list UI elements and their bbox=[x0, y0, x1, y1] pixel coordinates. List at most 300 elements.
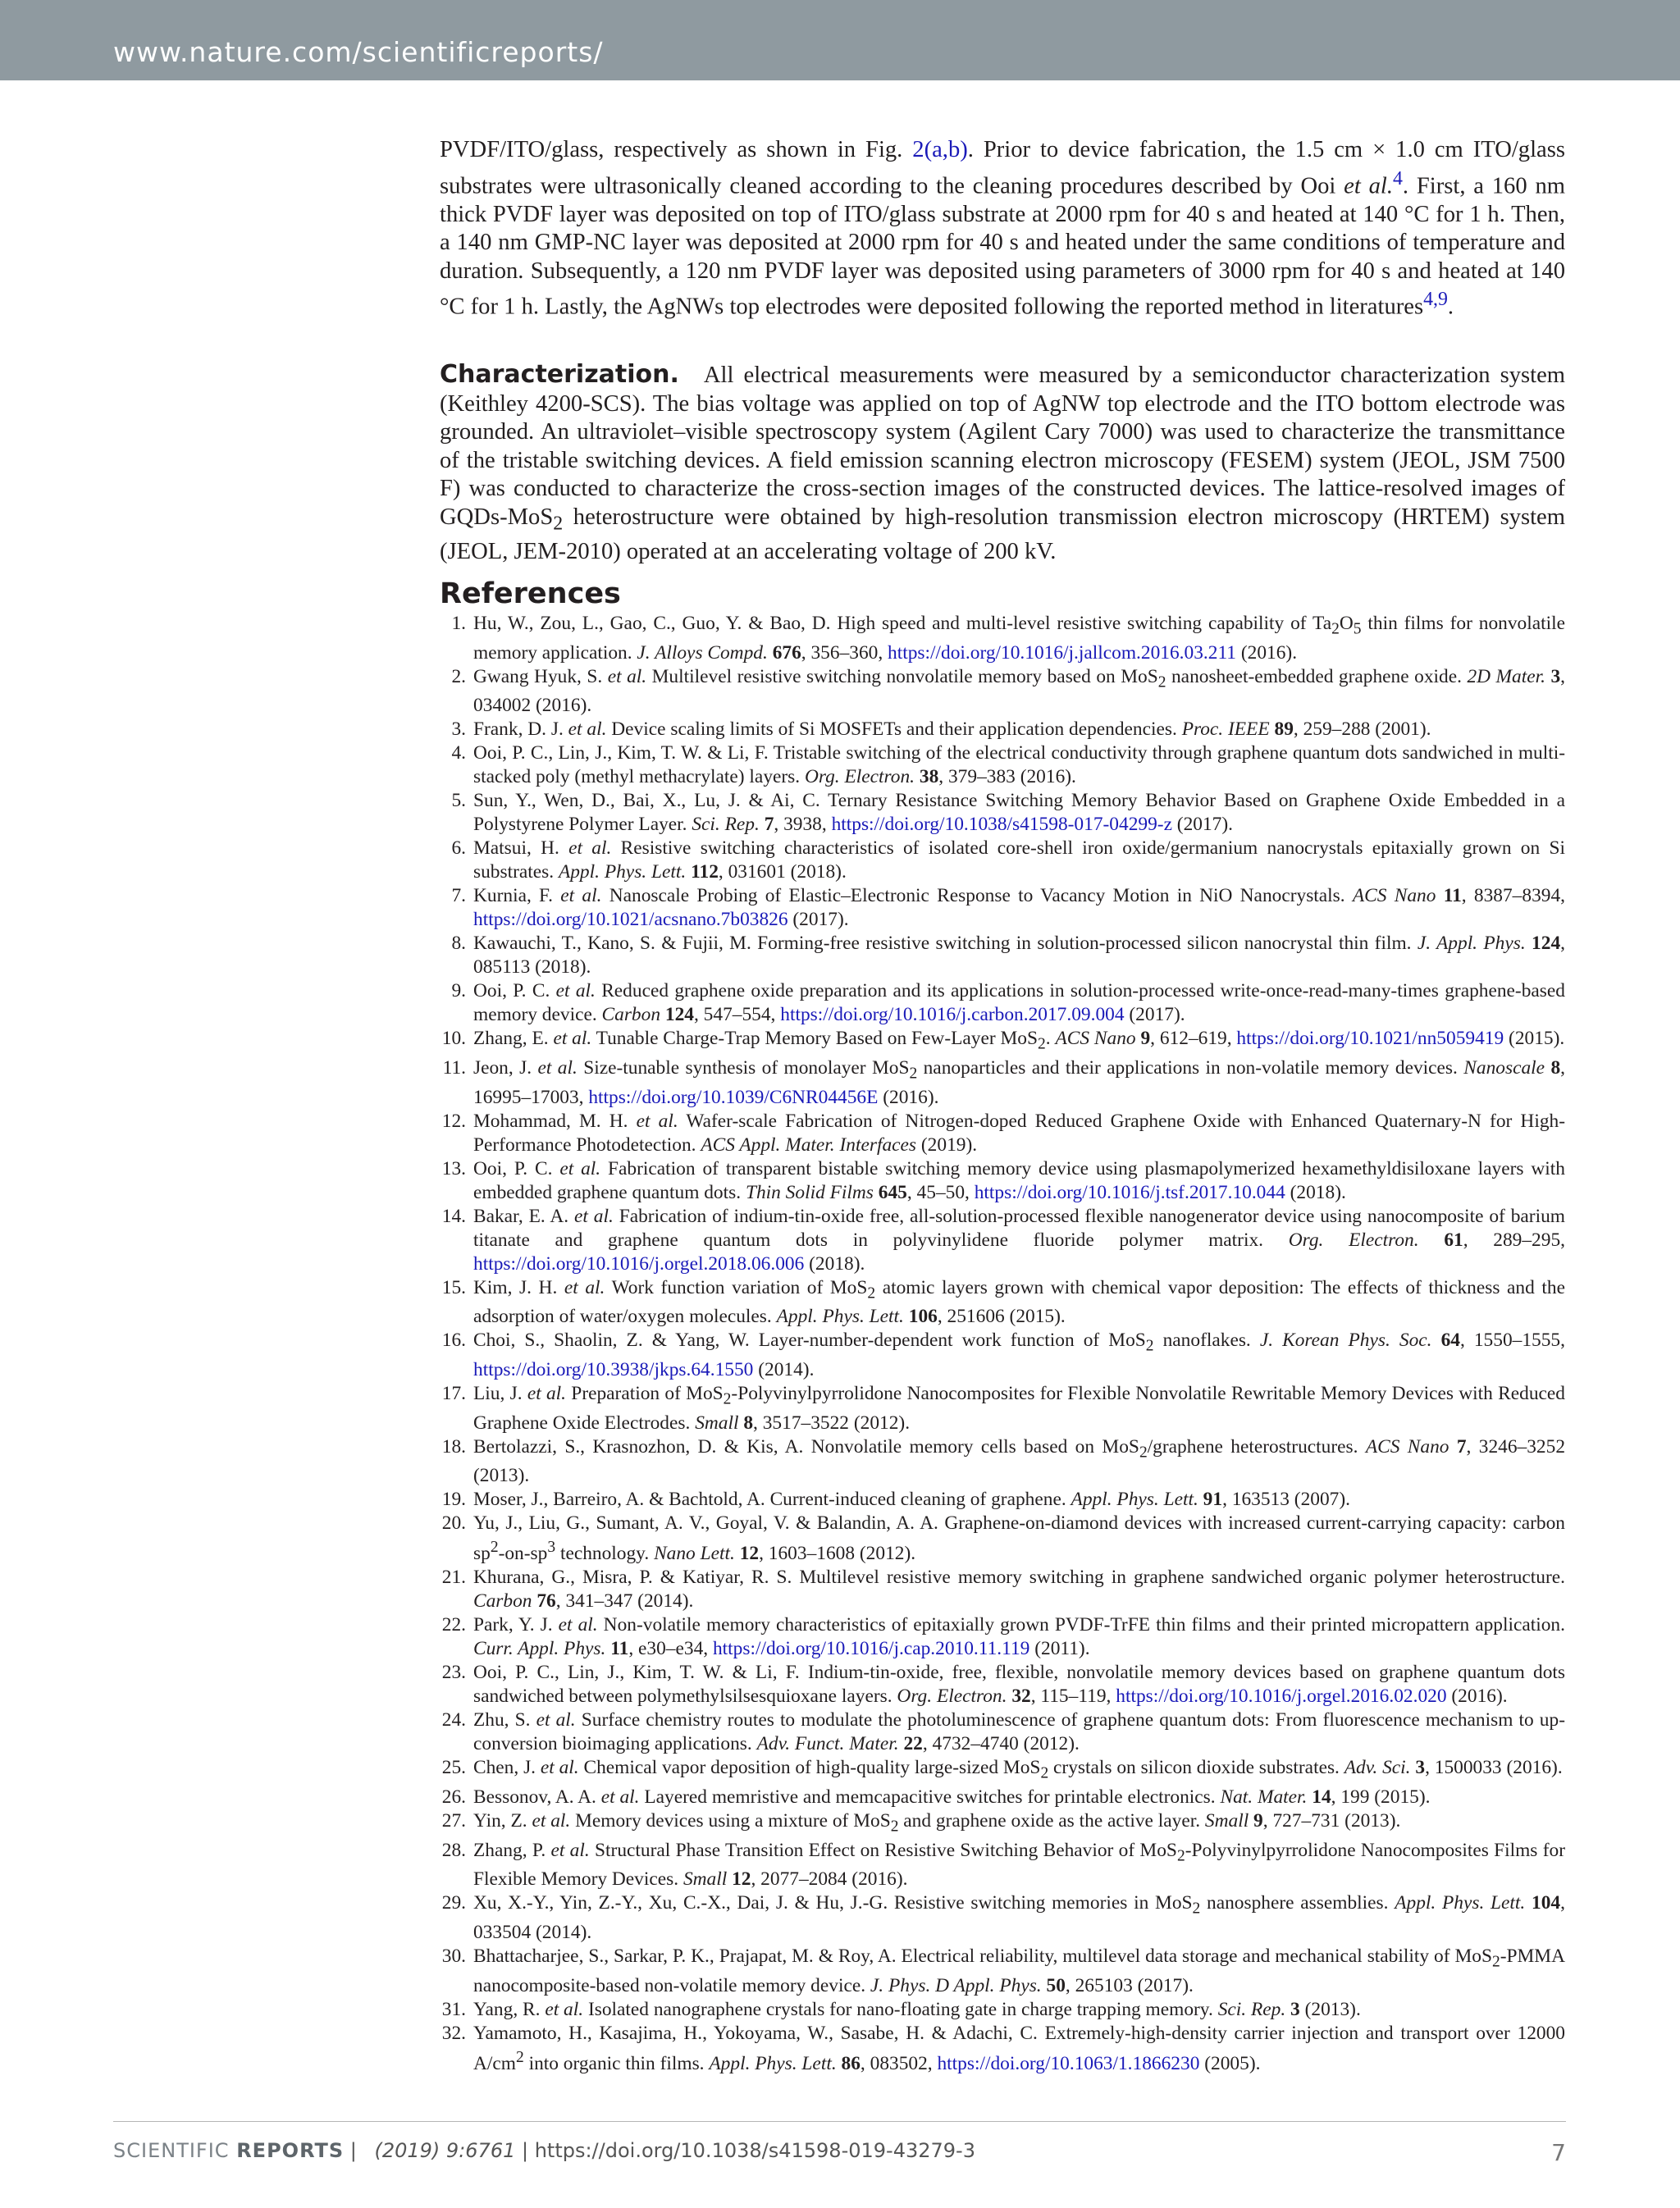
reference-item bbox=[440, 1488, 1565, 1512]
reference-item bbox=[440, 1708, 1565, 1756]
reference-number: 14. bbox=[441, 1205, 466, 1227]
volume-number: 14 bbox=[1312, 1786, 1331, 1808]
figure-link[interactable]: 2(a,b) bbox=[912, 137, 968, 162]
reference-text: atomic layers grown with chemical vapor deposition: The effects of thickness and the adsorption of water/oxygen molecules. bbox=[473, 1276, 1565, 1328]
journal-name: Sci. Rep. bbox=[1217, 1998, 1286, 2020]
journal-name: Nanoscale bbox=[1463, 1057, 1545, 1079]
et-al-text: et al. bbox=[1344, 173, 1393, 199]
journal-name: Curr. Appl. Phys. bbox=[473, 1638, 606, 1660]
reference-item bbox=[440, 665, 1565, 719]
reference-text: (2016). bbox=[878, 1086, 939, 1108]
reference-text: (2016). bbox=[1235, 641, 1298, 664]
volume-number: 11 bbox=[1443, 885, 1462, 907]
reference-text: Moser, J., Barreiro, A. & Bachtold, A. Current-induced cleaning of graphene. bbox=[473, 1489, 1071, 1511]
reference-number: 26. bbox=[441, 1786, 466, 1808]
subscript: 2 bbox=[1192, 1900, 1201, 1918]
reference-text: (2005). bbox=[1199, 2052, 1261, 2074]
volume-number: 91 bbox=[1203, 1489, 1223, 1511]
reference-text: -Polyvinylpyrrolidone Nanocomposites for Flexible Nonvolatile Rewritable Memory Devices with Reduced Graphene Oxide Electrodes. bbox=[473, 1383, 1565, 1434]
reference-text: Liu, J. bbox=[473, 1383, 527, 1405]
reference-text: Chen, J. bbox=[473, 1757, 541, 1779]
reference-number: 10. bbox=[441, 1028, 466, 1050]
reference-text: , e30–e34, bbox=[628, 1638, 713, 1660]
journal-name: et al. bbox=[558, 1614, 598, 1636]
subscript: 2 bbox=[1491, 1953, 1500, 1971]
reference-text: (2014). bbox=[753, 1359, 815, 1381]
reference-text: -PMMA nanocomposite-based non-volatile memory device. bbox=[473, 1945, 1565, 1996]
reference-text: nanoparticles and their applications in non-volatile memory devices. bbox=[917, 1057, 1464, 1079]
reference-item bbox=[440, 741, 1565, 789]
journal-name: Nano Lett. bbox=[654, 1543, 735, 1565]
reference-text: , 3246–3252 (2013). bbox=[473, 1435, 1566, 1487]
volume-number: 8 bbox=[743, 1412, 754, 1434]
journal-name: Appl. Phys. Lett. bbox=[776, 1306, 904, 1328]
doi-link[interactable]: https://doi.org/10.1016/j.orgel.2018.06.006 bbox=[473, 1252, 805, 1275]
reference-text: Work function variation of MoS bbox=[605, 1276, 868, 1298]
journal-name: et al. bbox=[607, 665, 647, 687]
reference-number: 19. bbox=[441, 1489, 466, 1511]
reference-text: , 8387–8394, bbox=[1461, 885, 1566, 907]
reference-number: 15. bbox=[441, 1276, 466, 1298]
journal-name: et al. bbox=[553, 1028, 592, 1050]
paragraph-text: . First, a 160 nm thick PVDF layer was deposited on top of ITO/glass substrate at 2000 rpm for 40 s and heated at 140 °C for 1 h. Then, a 140 nm GMP-NC layer was deposited at 2000 rpm for 40 s and heated under the same conditions of temperature and duration. Subsequently, a 120 nm PVDF layer was deposited using parameters of 3000 rpm for 40 s and heated at 140 °C for 1 h. Lastly, the AgNWs top electrodes were deposited following the reported method in literatures bbox=[440, 173, 1565, 320]
reference-text: , 085113 (2018). bbox=[473, 933, 1565, 979]
reference-item bbox=[440, 884, 1565, 932]
reference-text: , 163513 (2007). bbox=[1222, 1489, 1350, 1511]
reference-item bbox=[440, 1945, 1565, 1998]
volume-number: 7 bbox=[764, 814, 774, 836]
reference-text: Matsui, H. bbox=[473, 837, 569, 860]
reference-text: Ooi, P. C., Lin, J., Kim, T. W. & Li, F. Tristable switching of the electrical conductivity through graphene quantum dots sandwiched in multi-stacked poly (methyl methacrylate) layers. bbox=[473, 742, 1565, 788]
reference-number: 22. bbox=[441, 1614, 466, 1636]
reference-text: -Polyvinylpyrrolidone Nanocomposites Films for Flexible Memory Devices. bbox=[473, 1839, 1565, 1891]
reference-number: 23. bbox=[441, 1662, 466, 1684]
reference-text: (2011). bbox=[1029, 1638, 1090, 1660]
reference-text: Sun, Y., Wen, D., Bai, X., Lu, J. & Ai, C. Ternary Resistance Switching Memory Behavior Based on Graphene Oxide Embedded in a Polystyrene Polymer Layer. bbox=[473, 790, 1565, 836]
reference-text: (2018). bbox=[1285, 1181, 1346, 1203]
reference-item bbox=[440, 1056, 1565, 1110]
reference-item bbox=[440, 1329, 1565, 1382]
journal-name: et al. bbox=[600, 1786, 640, 1808]
journal-name: Adv. Sci. bbox=[1344, 1757, 1411, 1779]
volume-number: 124 bbox=[664, 1004, 694, 1026]
volume-number: 11 bbox=[610, 1638, 629, 1660]
journal-name: et al. bbox=[532, 1809, 571, 1832]
reference-text: into organic thin films. bbox=[523, 2052, 710, 2074]
reference-text: , 3938, bbox=[774, 814, 832, 836]
journal-name: ACS Appl. Mater. Interfaces bbox=[701, 1134, 917, 1156]
volume-number: 8 bbox=[1550, 1057, 1561, 1079]
volume-number: 3 bbox=[1290, 1998, 1300, 2020]
volume-number: 124 bbox=[1532, 933, 1561, 955]
reference-text: Zhu, S. bbox=[473, 1709, 536, 1731]
superscript: 2 bbox=[490, 1539, 499, 1557]
volume-number: 12 bbox=[732, 1868, 751, 1891]
reference-item bbox=[440, 932, 1565, 979]
reference-text: , 727–731 (2013). bbox=[1262, 1809, 1401, 1832]
journal-name: ACS Nano bbox=[1055, 1028, 1136, 1050]
reference-number: 7. bbox=[451, 885, 466, 907]
reference-text: Park, Y. J. bbox=[473, 1614, 559, 1636]
journal-name: et al. bbox=[550, 1839, 590, 1861]
paragraph-fabrication bbox=[440, 136, 1565, 322]
reference-text: , 3517–3522 (2012). bbox=[753, 1412, 911, 1434]
reference-text: Yang, R. bbox=[473, 1998, 546, 2020]
subscript: 2 bbox=[1176, 1847, 1185, 1865]
journal-name: Thin Solid Films bbox=[745, 1181, 874, 1203]
reference-item bbox=[440, 1027, 1565, 1056]
reference-text: Surface chemistry routes to modulate the photoluminescence of graphene quantum dots: From fluorescence mechanism to up-conversion bioimaging applications. bbox=[473, 1709, 1565, 1755]
volume-number: 38 bbox=[919, 766, 939, 788]
reference-item bbox=[440, 789, 1565, 837]
subscript: 2 bbox=[1331, 620, 1340, 638]
journal-name: et al. bbox=[559, 1157, 601, 1179]
reference-number: 30. bbox=[441, 1945, 466, 1967]
journal-name: Adv. Funct. Mater. bbox=[756, 1733, 899, 1755]
subscript: 2 bbox=[867, 1284, 876, 1302]
reference-text: , 612–619, bbox=[1150, 1028, 1237, 1050]
reference-text: nanoflakes. bbox=[1153, 1330, 1260, 1352]
volume-number: 9 bbox=[1140, 1028, 1151, 1050]
reference-text: Zhang, P. bbox=[473, 1839, 551, 1861]
reference-text: Wafer-scale Fabrication of Nitrogen-doped Reduced Graphene Oxide with Enhanced Quaternary-N for High-Performance Photodetection. bbox=[473, 1110, 1565, 1156]
reference-text: , 341–347 (2014). bbox=[555, 1590, 694, 1613]
reference-item bbox=[440, 718, 1565, 741]
reference-number: 11. bbox=[442, 1057, 466, 1079]
brand-light-text: SCIENTIFIC bbox=[113, 2139, 237, 2162]
reference-text: O bbox=[1339, 613, 1354, 634]
journal-name: Org. Electron. bbox=[1288, 1229, 1419, 1251]
journal-name: ACS Nano bbox=[1365, 1435, 1449, 1458]
reference-item bbox=[440, 1839, 1565, 1892]
reference-number: 31. bbox=[441, 1998, 466, 2020]
reference-text: Resistive switching characteristics of isolated core-shell iron oxide/germanium nanocrystals epitaxially grown on Si substrates. bbox=[473, 837, 1565, 883]
paragraph-text: heterostructure were obtained by high-resolution transmission electron microscopy (HRTEM) system (JEOL, JEM-2010) operated at an accelerating voltage of 200 kV. bbox=[440, 504, 1565, 564]
reference-number: 20. bbox=[441, 1512, 466, 1535]
reference-text: nanosheet-embedded graphene oxide. bbox=[1166, 665, 1468, 687]
footer-separator: | bbox=[344, 2139, 363, 2162]
reference-item bbox=[440, 979, 1565, 1027]
reference-number: 17. bbox=[441, 1383, 466, 1405]
reference-text: technology. bbox=[555, 1543, 655, 1565]
doi-link[interactable]: https://doi.org/10.1016/j.tsf.2017.10.044 bbox=[974, 1181, 1285, 1203]
reference-text: Nanoscale Probing of Elastic–Electronic Response to Vacancy Motion in NiO Nanocrystals. bbox=[601, 885, 1353, 907]
journal-name: J. Appl. Phys. bbox=[1417, 933, 1526, 955]
reference-text: Ooi, P. C. bbox=[473, 1157, 560, 1179]
volume-number: 32 bbox=[1011, 1686, 1031, 1708]
volume-number: 3 bbox=[1550, 665, 1561, 687]
volume-number: 104 bbox=[1532, 1892, 1561, 1914]
subscript: 2 bbox=[1040, 1764, 1049, 1782]
reference-text: Chemical vapor deposition of high-quality large-sized MoS bbox=[578, 1757, 1041, 1779]
journal-name: et al. bbox=[537, 1057, 578, 1079]
reference-text: , 034002 (2016). bbox=[473, 665, 1565, 717]
reference-text: , 265103 (2017). bbox=[1065, 1974, 1194, 1996]
reference-number: 5. bbox=[451, 790, 466, 812]
reference-text: (2015). bbox=[1504, 1028, 1565, 1050]
reference-text: Yamamoto, H., Kasajima, H., Yokoyama, W., Sasabe, H. & Adachi, C. Extremely-high-density carrier injection and transport over 12000 A/cm bbox=[473, 2022, 1565, 2074]
journal-name: J. Alloys Compd. bbox=[637, 641, 768, 664]
subscript: 2 bbox=[1038, 1036, 1046, 1054]
reference-item bbox=[440, 1382, 1565, 1435]
reference-text: Preparation of MoS bbox=[566, 1383, 724, 1405]
reference-number: 21. bbox=[441, 1567, 466, 1589]
reference-text bbox=[1419, 1229, 1445, 1251]
journal-name: et al. bbox=[555, 980, 596, 1002]
volume-number: 12 bbox=[739, 1543, 760, 1565]
reference-text: Structural Phase Transition Effect on Resistive Switching Behavior of MoS bbox=[589, 1839, 1177, 1861]
reference-text: Device scaling limits of Si MOSFETs and their application dependencies. bbox=[606, 719, 1182, 741]
doi-link[interactable]: https://doi.org/10.1016/j.orgel.2016.02.020 bbox=[1116, 1686, 1447, 1708]
reference-text: , 45–50, bbox=[906, 1181, 975, 1203]
subscript: 2 bbox=[553, 513, 564, 535]
volume-number: 61 bbox=[1444, 1229, 1463, 1251]
reference-text: Hu, W., Zou, L., Gao, C., Guo, Y. & Bao, D. High speed and multi-level resistive switching capability of Ta bbox=[473, 613, 1332, 634]
reference-text: (2017). bbox=[788, 909, 849, 931]
reference-item bbox=[440, 2022, 1565, 2076]
reference-text: , 251606 (2015). bbox=[937, 1306, 1066, 1328]
journal-name: et al. bbox=[560, 885, 602, 907]
reference-text: Khurana, G., Misra, P. & Katiyar, R. S. Multilevel resistive memory switching in graphene sandwiched organic polymer heterostructure. bbox=[473, 1567, 1565, 1589]
reference-text: and graphene oxide as the active layer. bbox=[898, 1809, 1205, 1832]
subscript: 2 bbox=[909, 1065, 918, 1083]
reference-number: 28. bbox=[441, 1839, 466, 1861]
reference-text: Kim, J. H. bbox=[473, 1276, 564, 1298]
reference-text: Memory devices using a mixture of MoS bbox=[570, 1809, 891, 1832]
reference-item bbox=[440, 612, 1565, 665]
reference-number: 8. bbox=[451, 933, 466, 955]
reference-text: Tunable Charge-Trap Memory Based on Few-Layer MoS bbox=[591, 1028, 1039, 1050]
reference-number: 24. bbox=[441, 1709, 466, 1731]
reference-text: . bbox=[1045, 1028, 1056, 1050]
reference-text: , 289–295, bbox=[1463, 1229, 1565, 1251]
reference-item bbox=[440, 1512, 1565, 1566]
reference-text: , 547–554, bbox=[693, 1004, 781, 1026]
journal-name: et al. bbox=[527, 1383, 567, 1405]
reference-text bbox=[1449, 1436, 1456, 1458]
reference-text: Yu, J., Liu, G., Sumant, A. V., Goyal, V. & Balandin, A. A. Graphene-on-diamond devices with increased current-carrying capacity: carbon sp bbox=[473, 1512, 1565, 1565]
reference-number: 18. bbox=[441, 1435, 466, 1458]
reference-text: Isolated nanographene crystals for nano-floating gate in charge trapping memory. bbox=[583, 1998, 1218, 2020]
reference-text: , 2077–2084 (2016). bbox=[751, 1868, 908, 1891]
doi-link[interactable]: https://doi.org/10.1063/1.1866230 bbox=[937, 2052, 1200, 2074]
journal-name: Small bbox=[682, 1868, 728, 1891]
reference-text: , 379–383 (2016). bbox=[938, 766, 1076, 788]
journal-name: et al. bbox=[636, 1110, 678, 1132]
journal-name: Org. Electron. bbox=[897, 1686, 1007, 1708]
reference-text: Mohammad, M. H. bbox=[473, 1110, 637, 1132]
paragraph-text: . Prior to device fabrication, the 1.5 cm × 1.0 cm ITO/glass substrates were ultrasonically cleaned according to the cleaning procedures described by Ooi bbox=[440, 137, 1565, 199]
reference-text: Bakar, E. A. bbox=[473, 1205, 574, 1227]
reference-number: 13. bbox=[441, 1157, 466, 1179]
reference-text: Kawauchi, T., Kano, S. & Fujii, M. Forming-free resistive switching in solution-processed silicon nanocrystal thin film. bbox=[473, 933, 1418, 955]
journal-name: et al. bbox=[536, 1709, 576, 1731]
reference-text: , 033504 (2014). bbox=[473, 1892, 1565, 1943]
reference-number: 16. bbox=[441, 1330, 466, 1352]
journal-name: Small bbox=[695, 1412, 739, 1434]
superscript: 3 bbox=[547, 1539, 556, 1557]
superscript: 2 bbox=[515, 2048, 524, 2066]
journal-name: Sci. Rep. bbox=[692, 814, 760, 836]
reference-text: , 4732–4740 (2012). bbox=[922, 1733, 1080, 1755]
reference-number: 25. bbox=[441, 1757, 466, 1779]
journal-name: Carbon bbox=[473, 1590, 532, 1613]
reference-text: Jeon, J. bbox=[473, 1057, 538, 1079]
journal-name: Org. Electron. bbox=[804, 766, 915, 788]
doi-link[interactable]: https://doi.org/10.1016/j.jallcom.2016.03.211 bbox=[888, 641, 1236, 664]
reference-number: 29. bbox=[441, 1892, 466, 1914]
reference-text: , 199 (2015). bbox=[1331, 1786, 1431, 1808]
reference-text: Multilevel resistive switching nonvolatile memory based on MoS bbox=[646, 665, 1158, 687]
subscript: 2 bbox=[1157, 673, 1166, 691]
journal-name: et al. bbox=[545, 1998, 584, 2020]
reference-text: Non-volatile memory characteristics of epitaxially grown PVDF-TrFE thin films and their printed micropattern application. bbox=[597, 1614, 1565, 1636]
section-heading-characterization: Characterization. bbox=[440, 360, 679, 389]
reference-item bbox=[440, 1809, 1565, 1839]
doi-link[interactable]: https://doi.org/10.1039/C6NR04456E bbox=[588, 1086, 879, 1108]
footer-citation: (2019) 9:6761 bbox=[374, 2139, 516, 2162]
reference-text: (2017). bbox=[1124, 1004, 1185, 1026]
reference-item bbox=[440, 1435, 1565, 1489]
journal-name: Appl. Phys. Lett. bbox=[558, 861, 687, 883]
doi-link[interactable]: https://doi.org/10.1038/s41598-017-04299-z bbox=[831, 814, 1172, 836]
reference-text: , 1603–1608 (2012). bbox=[759, 1543, 916, 1565]
footer-divider bbox=[113, 2121, 1566, 2122]
reference-text: Bhattacharjee, S., Sarkar, P. K., Prajapat, M. & Roy, A. Electrical reliability, multilevel data storage and mechanical stability of MoS bbox=[473, 1945, 1492, 1967]
volume-number: 645 bbox=[878, 1181, 907, 1203]
volume-number: 76 bbox=[536, 1590, 556, 1613]
reference-number: 12. bbox=[441, 1110, 466, 1132]
reference-text: Gwang Hyuk, S. bbox=[473, 665, 608, 687]
doi-link[interactable]: https://doi.org/10.1021/nn5059419 bbox=[1236, 1028, 1504, 1050]
subscript: 5 bbox=[1353, 620, 1362, 638]
doi-link[interactable]: https://doi.org/10.3938/jkps.64.1550 bbox=[473, 1359, 754, 1381]
journal-header-bar bbox=[0, 0, 1680, 80]
reference-text: Kurnia, F. bbox=[473, 885, 561, 907]
paragraph-text: . bbox=[1447, 294, 1454, 320]
journal-name: et al. bbox=[568, 837, 612, 860]
reference-text: Xu, X.-Y., Yin, Z.-Y., Xu, C.-X., Dai, J. & Hu, J.-G. Resistive switching memories in MoS bbox=[473, 1892, 1193, 1914]
reference-text bbox=[1436, 885, 1443, 906]
reference-text: , 031601 (2018). bbox=[718, 861, 847, 883]
reference-text: (2017). bbox=[1171, 814, 1234, 836]
page-footer bbox=[113, 2139, 1566, 2166]
journal-name: J. Phys. D Appl. Phys. bbox=[870, 1974, 1042, 1996]
journal-name: Small bbox=[1204, 1809, 1249, 1832]
journal-name: et al. bbox=[574, 1205, 614, 1227]
reference-item bbox=[440, 1756, 1565, 1786]
volume-number: 64 bbox=[1440, 1330, 1460, 1352]
reference-text: Size-tunable synthesis of monolayer MoS bbox=[577, 1057, 910, 1079]
volume-number: 50 bbox=[1046, 1974, 1066, 1996]
reference-text: thin films for nonvolatile memory application. bbox=[473, 613, 1565, 664]
reference-text: -on-sp bbox=[498, 1543, 548, 1565]
reference-text: Choi, S., Shaolin, Z. & Yang, W. Layer-number-dependent work function of MoS bbox=[473, 1330, 1146, 1352]
reference-number: 9. bbox=[451, 980, 466, 1002]
reference-number: 4. bbox=[451, 742, 466, 764]
reference-item bbox=[440, 1157, 1565, 1205]
volume-number: 3 bbox=[1415, 1757, 1426, 1779]
reference-text: Zhang, E. bbox=[473, 1028, 554, 1050]
doi-link[interactable]: https://doi.org/10.1016/j.carbon.2017.09.004 bbox=[780, 1004, 1125, 1026]
subscript: 2 bbox=[1139, 1444, 1148, 1462]
reference-text: , 115–119, bbox=[1030, 1686, 1116, 1708]
paragraph-text: All electrical measurements were measured by a semiconductor characterization system (Keithley 4200-SCS). The bias voltage was applied on top of AgNW top electrode and the ITO bottom electrode was grounded. An ultraviolet–visible spectroscopy system (Agilent Cary 7000) was used to characterize the transmittance of the tristable switching devices. A field emission scanning electron microscopy (FESEM) system (JEOL, JSM 7500 F) was conducted to characterize the cross-section images of the constructed devices. The lattice-resolved images of GQDs-MoS bbox=[440, 363, 1565, 530]
journal-name: Carbon bbox=[601, 1004, 661, 1026]
reference-item bbox=[440, 1998, 1565, 2022]
volume-number: 112 bbox=[691, 861, 719, 883]
journal-name: Nat. Mater. bbox=[1220, 1786, 1308, 1808]
journal-url[interactable]: www.nature.com/scientificreports/ bbox=[113, 36, 604, 68]
reference-text: (2019). bbox=[916, 1134, 978, 1156]
reference-text: crystals on silicon dioxide substrates. bbox=[1048, 1757, 1344, 1779]
reference-text bbox=[1525, 1892, 1532, 1914]
reference-item bbox=[440, 837, 1565, 884]
doi-link[interactable]: https://doi.org/10.1021/acsnano.7b03826 bbox=[473, 909, 788, 931]
reference-number: 27. bbox=[441, 1809, 466, 1832]
reference-text: (2013). bbox=[1299, 1998, 1361, 2020]
doi-link[interactable]: https://doi.org/10.1016/j.cap.2010.11.119 bbox=[712, 1638, 1030, 1660]
page-number: 7 bbox=[1551, 2139, 1566, 2166]
journal-name: J. Korean Phys. Soc. bbox=[1259, 1330, 1432, 1352]
reference-text: Bertolazzi, S., Krasnozhon, D. & Kis, A. Nonvolatile memory cells based on MoS bbox=[473, 1435, 1139, 1458]
citation-link[interactable]: 4 bbox=[1393, 167, 1403, 189]
journal-name: Proc. IEEE bbox=[1181, 719, 1270, 741]
reference-text: Fabrication of indium-tin-oxide free, all-solution-processed flexible nanogenerator device using nanocomposite of barium titanate and graphene quantum dots in polyvinylidene fluoride polymer matrix. bbox=[473, 1205, 1565, 1251]
volume-number: 86 bbox=[841, 2052, 861, 2074]
volume-number: 7 bbox=[1456, 1435, 1467, 1458]
volume-number: 106 bbox=[908, 1306, 938, 1328]
subscript: 2 bbox=[890, 1818, 899, 1836]
reference-item bbox=[440, 1566, 1565, 1613]
volume-number: 89 bbox=[1274, 719, 1294, 741]
reference-text: , 1550–1555, bbox=[1459, 1330, 1565, 1352]
reference-text: Frank, D. J. bbox=[473, 719, 568, 741]
citation-link[interactable]: 4,9 bbox=[1423, 289, 1448, 311]
reference-text: , 1500033 (2016). bbox=[1425, 1757, 1563, 1779]
reference-number: 2. bbox=[451, 665, 466, 687]
reference-text: Layered memristive and memcapacitive switches for printable electronics. bbox=[639, 1786, 1221, 1808]
reference-item bbox=[440, 1661, 1565, 1708]
reference-text: Ooi, P. C., Lin, J., Kim, T. W. & Li, F. Indium-tin-oxide, free, flexible, nonvolatile memory devices based on graphene quantum dots sandwiched between polymethylsilsesquioxane layers. bbox=[473, 1662, 1565, 1708]
volume-number: 9 bbox=[1253, 1809, 1263, 1832]
reference-item bbox=[440, 1613, 1565, 1661]
reference-text: (2016). bbox=[1446, 1686, 1508, 1708]
reference-text: , 356–360, bbox=[801, 641, 888, 664]
volume-number: 676 bbox=[772, 641, 801, 664]
journal-name: Appl. Phys. Lett. bbox=[1071, 1489, 1198, 1511]
journal-name: et al. bbox=[540, 1757, 579, 1779]
reference-number: 3. bbox=[451, 719, 466, 741]
reference-text: (2018). bbox=[804, 1252, 865, 1275]
reference-number: 32. bbox=[441, 2022, 466, 2044]
footer-doi[interactable]: | https://doi.org/10.1038/s41598-019-43279-3 bbox=[515, 2139, 975, 2162]
paragraph-characterization bbox=[440, 361, 1565, 566]
reference-text: nanosphere assemblies. bbox=[1200, 1892, 1395, 1914]
reference-item bbox=[440, 1276, 1565, 1330]
reference-text: , 083502, bbox=[860, 2052, 938, 2074]
journal-name: et al. bbox=[568, 719, 607, 741]
journal-name: 2D Mater. bbox=[1467, 665, 1545, 687]
journal-name: Appl. Phys. Lett. bbox=[1395, 1892, 1526, 1914]
reference-item bbox=[440, 1110, 1565, 1157]
reference-item bbox=[440, 1891, 1565, 1945]
journal-name: et al. bbox=[564, 1276, 605, 1298]
references-list bbox=[440, 612, 1565, 2075]
subscript: 2 bbox=[1145, 1338, 1154, 1356]
reference-text bbox=[1526, 933, 1532, 954]
reference-item bbox=[440, 1205, 1565, 1276]
